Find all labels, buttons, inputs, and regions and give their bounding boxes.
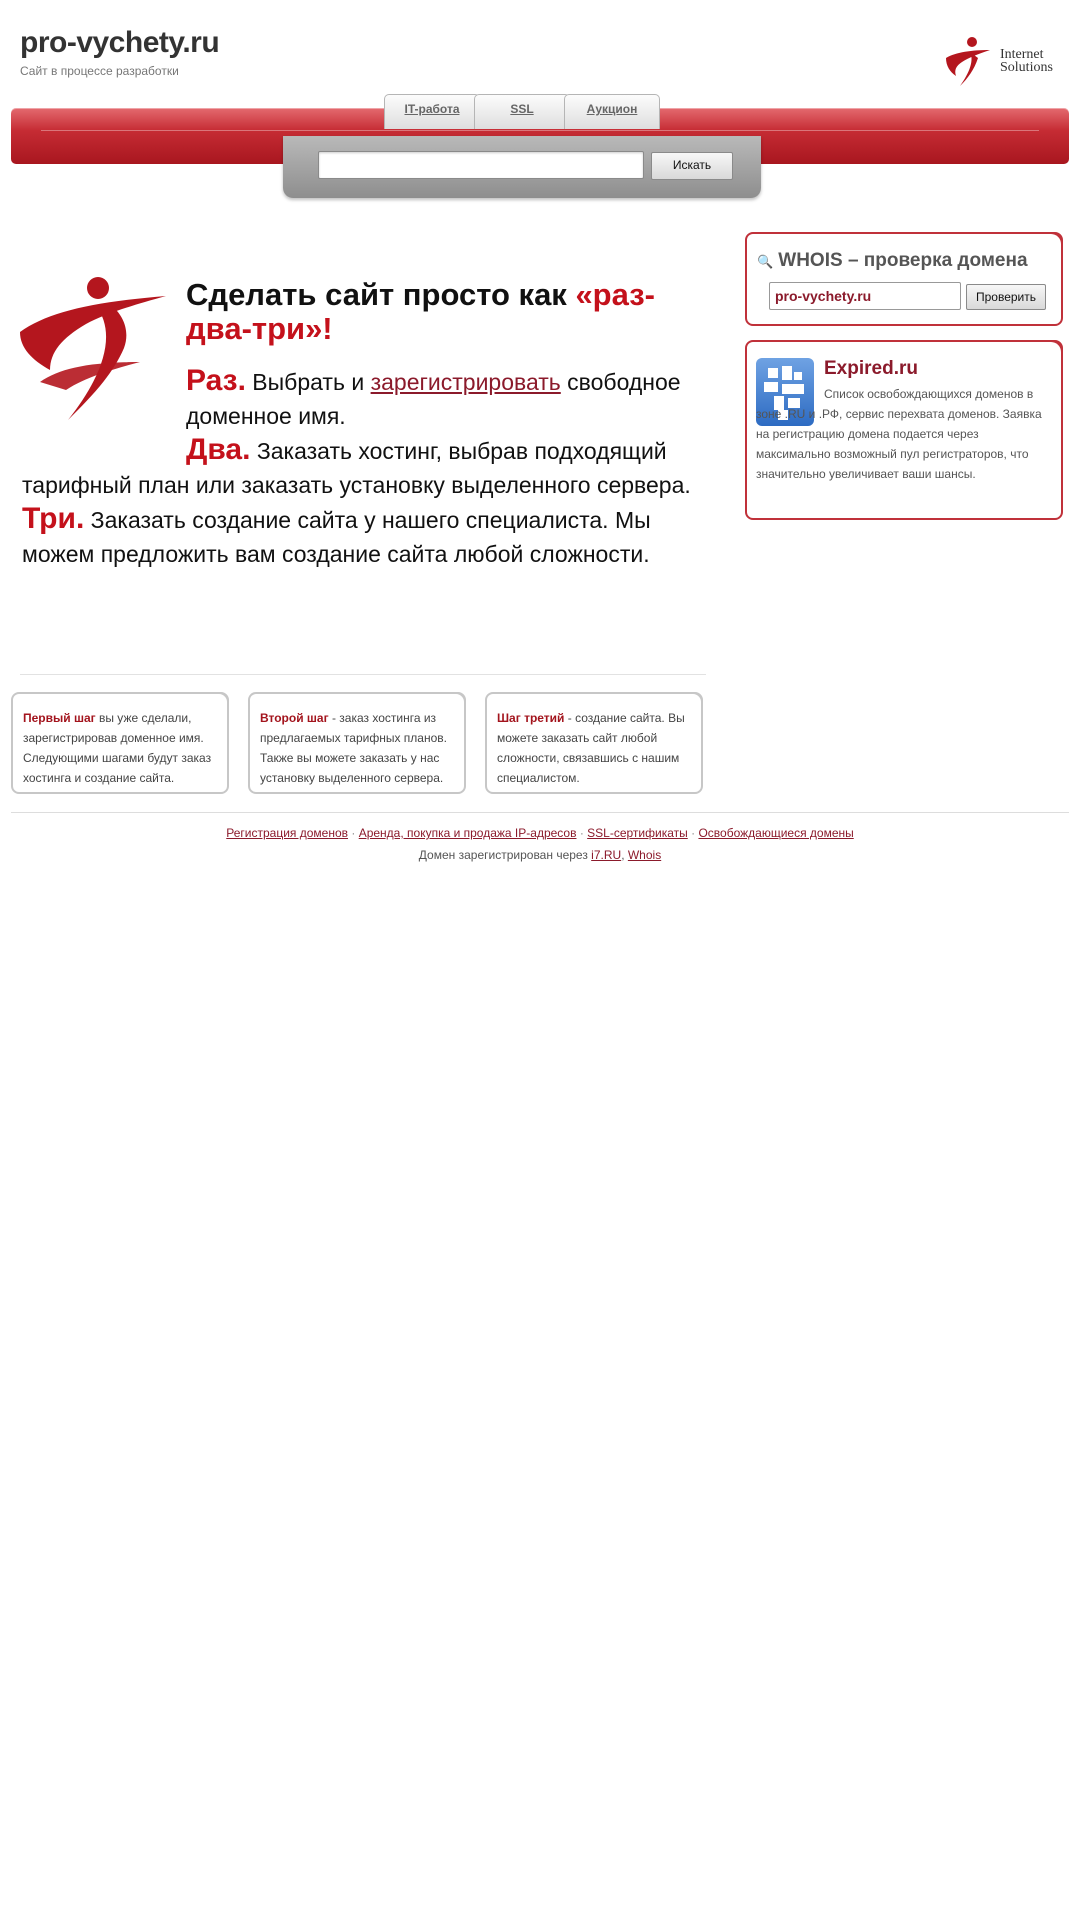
hero-title bbox=[186, 278, 704, 346]
step3-label: Три. bbox=[22, 502, 85, 535]
footer-sep: · bbox=[691, 826, 696, 840]
footer-sep: · bbox=[351, 826, 356, 840]
step3-text: Заказать создание сайта у нашего специалиста. Мы можем предложить вам создание сайта любой сложности. bbox=[22, 507, 651, 567]
whois-domain-input[interactable] bbox=[769, 282, 961, 310]
site-title: pro-vychety.ru bbox=[20, 26, 220, 59]
search-button[interactable]: Искать bbox=[651, 152, 733, 180]
tab-auction-link[interactable]: Аукцион bbox=[586, 102, 638, 116]
step-box-2-text: - заказ хостинга из предлагаемых тарифных планов. Также вы можете заказать у нас установку выделенного сервера. bbox=[260, 711, 447, 785]
footer-link-ip[interactable]: Аренда, покупка и продажа IP-адресов bbox=[358, 826, 577, 840]
step-box-1-title: Первый шаг bbox=[23, 711, 96, 725]
footer-link-expiring[interactable]: Освобождающиеся домены bbox=[698, 826, 854, 840]
footer-link-whois[interactable]: Whois bbox=[627, 848, 662, 862]
step-box-2-title: Второй шаг bbox=[260, 711, 329, 725]
whois-check-button[interactable]: Проверить bbox=[966, 284, 1046, 310]
expired-description: Список освобождающихся доменов в зоне .RU и .РФ, сервис перехвата доменов. Заявка на регистрацию домена подается через максимально возможный пул регистраторов, что значительно увеличивает ваши шансы. bbox=[756, 387, 1042, 481]
brand-line1: Internet bbox=[1000, 47, 1044, 62]
footer-note-comma: , bbox=[621, 848, 628, 862]
footer-sep: · bbox=[579, 826, 584, 840]
brand-text bbox=[1000, 48, 1053, 74]
tab-it-work[interactable] bbox=[384, 94, 480, 129]
footer-divider bbox=[11, 812, 1069, 813]
step-box-1-text: вы уже сделали, зарегистрировав доменное имя. Следующими шагами будут заказ хостинга и создание сайта. bbox=[23, 711, 212, 785]
magnifier-icon: 🔍 bbox=[757, 254, 774, 269]
step1-text-after: свободное доменное имя. bbox=[186, 369, 681, 429]
tab-ssl-link[interactable]: SSL bbox=[510, 102, 534, 116]
footer-link-ssl[interactable]: SSL-сертификаты bbox=[587, 826, 688, 840]
step1-label: Раз. bbox=[186, 364, 246, 397]
whois-title bbox=[757, 250, 1028, 272]
hero-title-plain: Сделать сайт просто как bbox=[186, 277, 576, 312]
footer-links bbox=[0, 826, 1080, 840]
footer-note-text: Домен зарегистрирован через bbox=[418, 848, 592, 862]
hero-title-highlight: «раз-два-три»! bbox=[186, 277, 655, 346]
hero-step3 bbox=[22, 502, 704, 571]
expired-title[interactable]: Expired.ru bbox=[824, 358, 918, 379]
search-input[interactable] bbox=[318, 151, 644, 179]
whois-title-text: WHOIS – проверка домена bbox=[778, 250, 1028, 271]
tab-ssl[interactable] bbox=[474, 94, 570, 129]
step-box-3-text: - создание сайта. Вы можете заказать сайт любой сложности, связавшись с нашим специалистом. bbox=[497, 711, 685, 785]
step-box-3-title: Шаг третий bbox=[497, 711, 565, 725]
hero-step1 bbox=[186, 364, 704, 433]
step-box-3 bbox=[485, 692, 703, 794]
brand-line2: Solutions bbox=[1000, 60, 1053, 75]
step1-text-before: Выбрать и bbox=[245, 369, 371, 395]
register-link[interactable]: зарегистрировать bbox=[370, 369, 561, 395]
footer-link-domains[interactable]: Регистрация доменов bbox=[226, 826, 349, 840]
step2-text: Заказать хостинг, выбрав подходящий тарифный план или заказать установку выделенного сервера. bbox=[22, 438, 691, 498]
whois-widget bbox=[745, 232, 1063, 326]
step2-label: Два. bbox=[186, 433, 251, 466]
site-subtitle: Сайт в процессе разработки bbox=[20, 64, 179, 78]
footer-note bbox=[0, 848, 1080, 862]
hero-step2 bbox=[22, 433, 704, 502]
step-box-2 bbox=[248, 692, 466, 794]
content-divider bbox=[20, 674, 706, 675]
hero bbox=[22, 270, 704, 571]
tab-auction[interactable] bbox=[564, 94, 660, 129]
step-box-1 bbox=[11, 692, 229, 794]
expired-widget bbox=[745, 340, 1063, 520]
footer-link-i7[interactable]: i7.RU bbox=[591, 848, 622, 862]
search-panel bbox=[283, 136, 761, 198]
tab-it-work-link[interactable]: IT-работа bbox=[404, 102, 460, 116]
